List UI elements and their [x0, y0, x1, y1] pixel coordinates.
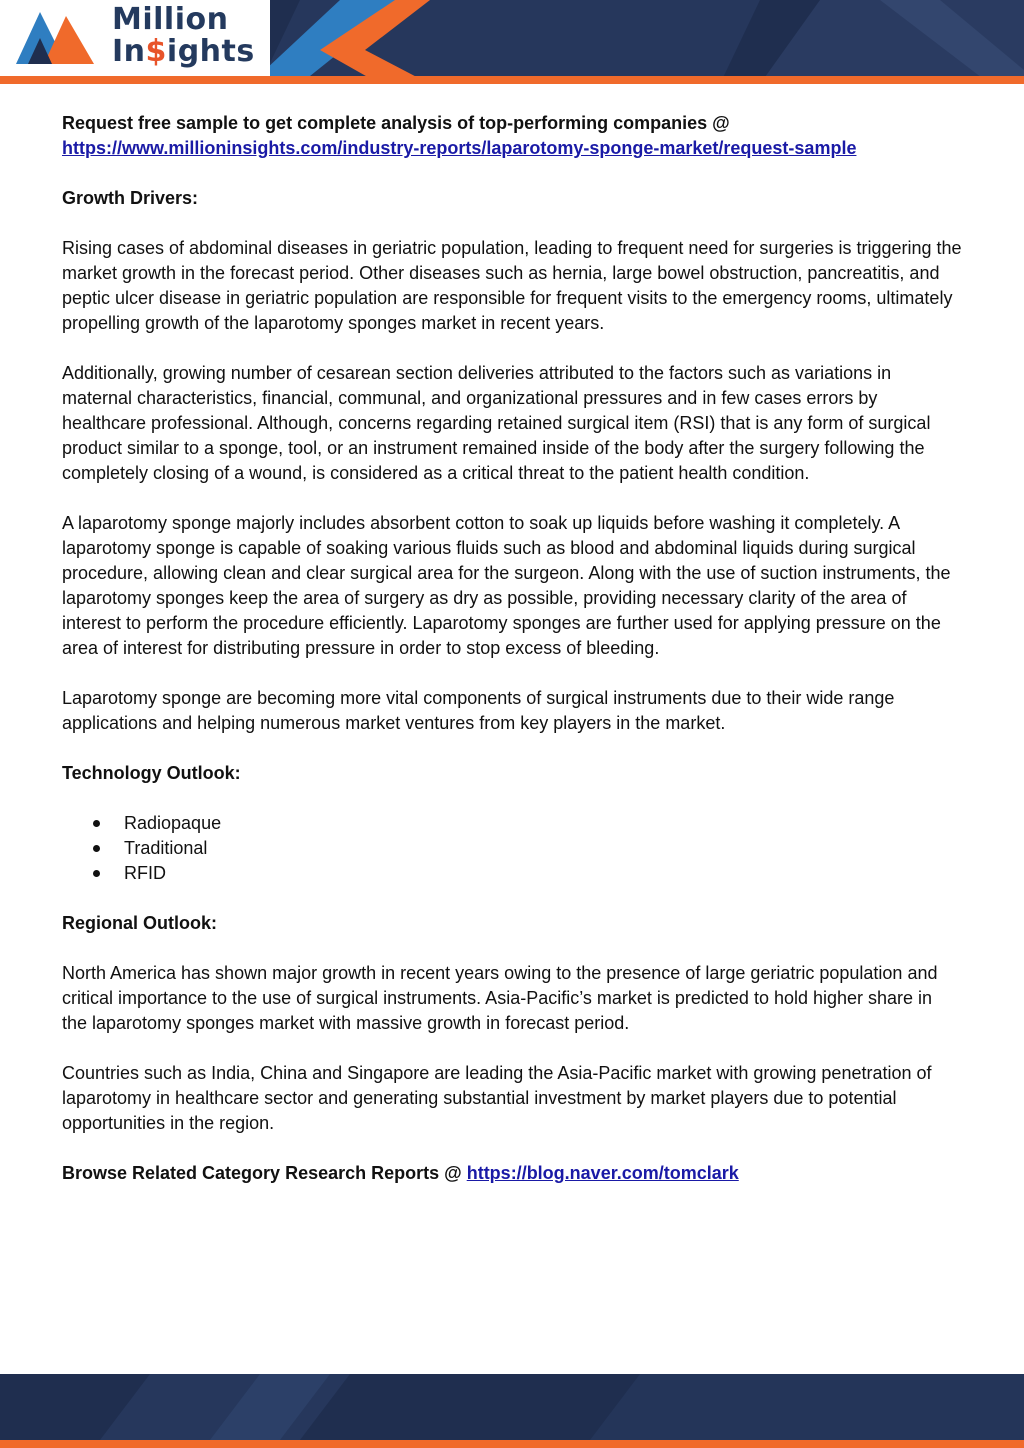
bullet-icon	[93, 845, 100, 852]
intro-text: Request free sample to get complete analysis of top-performing companies @	[62, 113, 730, 133]
regional-paragraph-2: Countries such as India, China and Singapore are leading the Asia-Pacific market with growing penetration of laparotomy in healthcare sector and generating substantial investment by market players due to potential opportunities in the region.	[62, 1063, 932, 1133]
growth-drivers-heading: Growth Drivers:	[62, 188, 199, 208]
regional-outlook-heading: Regional Outlook:	[62, 913, 217, 933]
document-body	[62, 111, 962, 1211]
page-header	[0, 0, 1024, 84]
technology-outlook-heading: Technology Outlook:	[62, 763, 241, 783]
brand-wordmark	[112, 4, 255, 68]
logo-area	[0, 0, 270, 76]
regional-paragraph-1: North America has shown major growth in recent years owing to the presence of large geriatric population and critical importance to the use of surgical instruments. Asia-Pacific’s market is predicted to hold higher share in the laparotomy sponges market with massive growth in forecast period.	[62, 963, 938, 1033]
growth-paragraph-3: A laparotomy sponge majorly includes absorbent cotton to soak up liquids before washing it completely. A laparotomy sponge is capable of soaking various fluids such as blood and abdominal liquids during surgical procedure, allowing clean and clear surgical area for the surgeon. Along with the use of suction instruments, the laparotomy sponges keep the area of surgery as dry as possible, providing necessary clarity of the area of interest to perform the procedure efficiently. Laparotomy sponges are further used for applying pressure on the area of interest for distributing pressure in order to stop excess of bleeding.	[62, 513, 951, 658]
request-sample-link[interactable]: https://www.millioninsights.com/industry-reports/laparotomy-sponge-market/request-sample	[62, 138, 857, 158]
growth-paragraph-4: Laparotomy sponge are becoming more vital components of surgical instruments due to their wide range applications and helping numerous market ventures from key players in the market.	[62, 688, 895, 733]
browse-paragraph	[62, 1161, 962, 1186]
growth-paragraph-2: Additionally, growing number of cesarean section deliveries attributed to the factors such as variations in maternal characteristics, financial, communal, and organizational pressures and in few cases errors by healthcare professional. Although, concerns regarding retained surgical item (RSI) that is any form of surgical product similar to a sponge, tool, or an instrument remained inside of the body after the surgery following the completely closing of a wound, is considered as a critical threat to the patient health condition.	[62, 363, 931, 483]
bullet-icon	[93, 870, 100, 877]
list-item: RFID	[124, 861, 962, 886]
million-insights-logo-icon	[14, 8, 104, 66]
related-reports-link[interactable]: https://blog.naver.com/tomclark	[466, 1163, 739, 1183]
technology-list	[62, 811, 962, 886]
brand-line-1: Million	[112, 2, 229, 37]
footer-banner-graphic	[0, 1374, 1024, 1448]
browse-text: Browse Related Category Research Reports @	[62, 1163, 462, 1183]
growth-paragraph-1: Rising cases of abdominal diseases in geriatric population, leading to frequent need for surgeries is triggering the market growth in the forecast period. Other diseases such as hernia, large bowel obstruction, pancreatitis, and peptic ulcer disease in geriatric population are responsible for frequent visits to the emergency rooms, ultimately propelling growth of the laparotomy sponges market in recent years.	[62, 238, 962, 333]
list-item: Traditional	[124, 836, 962, 861]
brand-line-2: In$ights	[112, 34, 255, 69]
bullet-icon	[93, 820, 100, 827]
intro-paragraph	[62, 111, 962, 161]
page-footer	[0, 1374, 1024, 1448]
list-item: Radiopaque	[124, 811, 962, 836]
